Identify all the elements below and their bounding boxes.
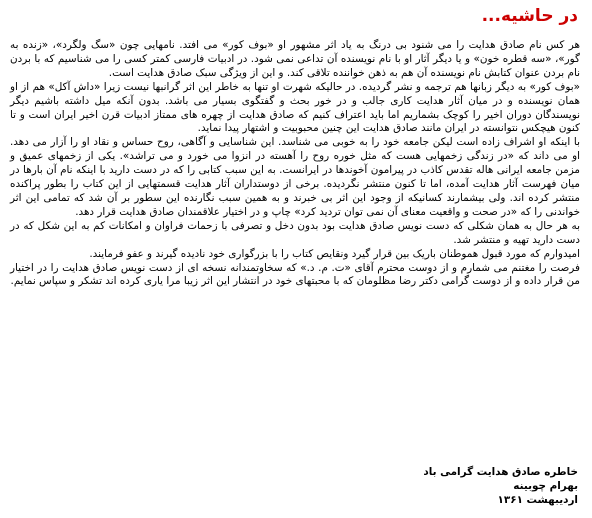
dedication-line: خاطره صادق هدایت گرامی باد: [423, 466, 578, 478]
page-title: در حاشیه...: [481, 6, 578, 26]
paragraph-3: با اینکه او اشراف زاده است لیکن جامعه خود را به خوبی می شناسد. این شناسایی و آگاهی، روح حساس و نقاد او را آزار می دهد. او می داند که «در زندگی زخمهایی هست که مثل خوره روح را آهسته در انزوا می خورد و می تراشد». یکی از زخمهای عمیق و مزمن جامعه ایرانی هاله تقدس کاذب در پیرامون آخوندها در ایرانست. به این سبب کتابی را که در دست دارید با اینکه نام آن بارها در میان فهرست آثار هدایت آمده، اما تا کنون منتشر نگردیده. برخی از دوستداران آثار هدایت قسمتهایی از این کتاب را بطور پراکنده منتشر کرده اند. ولی بیشمارند کسانیکه از وجود این اثر بی خبرند و به همین سبب نگارنده این سطور بر آن شد که تمامی این اثر خواندنی را که «در صحت و واقعیت معنای آن نمی توان تردید کرد» چاپ و در اختیار علاقمندان صادق هدایت قرار دهد.: [10, 136, 580, 218]
body-text: [10, 39, 580, 289]
date-line: اردیبهشت ۱۳۶۱: [497, 494, 578, 506]
paragraph-1: هر کس نام صادق هدایت را می شنود بی درنگ به یاد اثر مشهور او «بوف کور» می افتد. نامهایی چون «سگ ولگرد»، «زنده به گور»، «سه قطره خون» و یا دیگر آثار او با نام نویسنده آن تداعی نمی شود. در ادبیات فارسی کمتر کسی را می شناسیم که با بردن نام بردن عنوان کتابش نام نویسنده آن هم به ذهن خواننده تلاقی کند. و این از ویژگی سبک صادق هدایت است.: [10, 39, 580, 79]
signature-block: [423, 465, 578, 507]
paragraph-5: امیدوارم که مورد قبول هموطنان باریک بین قرار گیرد ونقایص کتاب را با بزرگواری خود نادیده گیرند و عفو فرمایند.: [89, 247, 580, 260]
author-name: بهرام چوبینه: [513, 480, 578, 492]
paragraph-2: «بوف کور» به دیگر زبانها هم ترجمه و نشر گردیده. در حالیکه شهرت او تنها به خاطر این اثر گرانبها نیست زیرا «داش آکل» هم از او همان نویسنده و در میان آثار هدایت کاری جالب و در خور بحث و گفتگوی بسیار می باشد. بدون آنکه میل داشته باشیم دیگر نویسندگان دوران اخیر را کوچک بشماریم اما باید اعتراف کنیم که صادق هدایت از چهره های ممتاز ادبیات قرن اخیر ایران است و تا کنون هیچکس نتوانسته در ایران مانند صادق هدایت این چنین محبوبیت و اشتهار پیدا نماید.: [10, 80, 580, 135]
paragraph-6: فرصت را مغتنم می شمارم و از دوست محترم آقای «ت. م. د.» که سخاوتمندانه نسخه ای از دست نویس صادق هدایت را در اختیار من قرار داده و از دوست گرامی دکتر رضا مظلومان که با محبتهای خود در انتشار این اثر زیبا مرا یاری کرده اند تشکر و سپاس نمایم.: [10, 261, 580, 288]
paragraph-4: به هر حال به همان شکلی که دست نویس صادق هدایت بود بدون دخل و تصرفی با زحمات فراوان و امکانات کم به این شکل که در دست دارید تهیه و منتشر شد.: [10, 219, 580, 246]
